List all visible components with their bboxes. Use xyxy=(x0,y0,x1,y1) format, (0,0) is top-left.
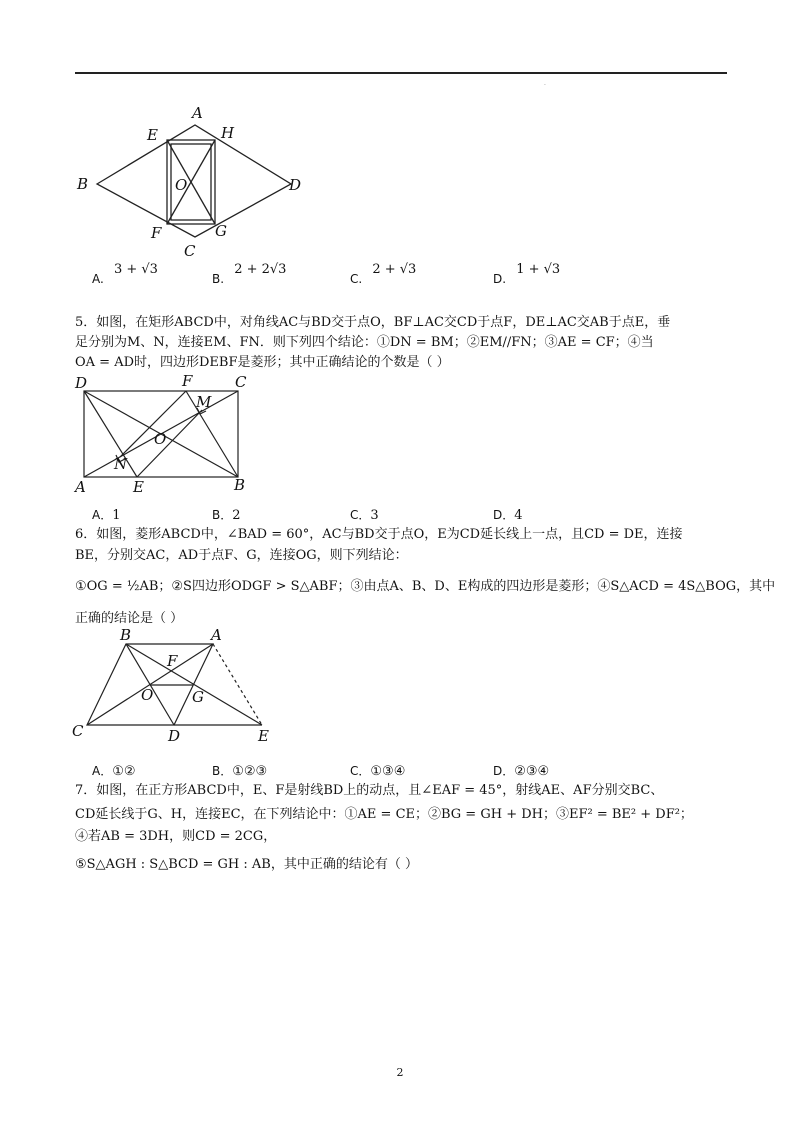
q6-figure-svg xyxy=(70,628,280,746)
q5-label-A: A xyxy=(75,478,86,496)
q6-line-1: 6．如图，菱形ABCD中，∠BAD = 60°，AC与BD交于点O，E为CD延长线上一点，且CD = DE，连接 xyxy=(75,527,683,542)
q5-option-c[interactable] xyxy=(350,506,379,523)
q6-option-a-value: ①② xyxy=(112,764,136,779)
q4-figure-svg xyxy=(75,100,315,260)
q4-label-B: B xyxy=(77,175,89,193)
q5-option-b[interactable] xyxy=(212,506,241,523)
q5-figure xyxy=(72,374,252,498)
q4-option-d[interactable] xyxy=(493,262,561,287)
q4-label-C: C xyxy=(184,242,196,260)
q7-line-2: CD延长线于G、H，连接EC，在下列结论中：①AE = CE；②BG = GH + DH；③EF² = BE² + DF²； xyxy=(75,807,693,822)
q4-label-E: E xyxy=(147,126,158,144)
q6-option-d-value: ②③④ xyxy=(514,764,550,779)
q4-label-D: D xyxy=(289,176,302,194)
q6-option-c[interactable] xyxy=(350,762,405,779)
q5-option-d[interactable] xyxy=(493,506,523,523)
q6-option-b-value: ①②③ xyxy=(232,764,268,779)
page-dot: · xyxy=(544,82,546,89)
q6-figure xyxy=(70,628,280,746)
page-number: 2 xyxy=(396,1066,404,1079)
q5-line-DE xyxy=(84,391,137,477)
q6-label-D: D xyxy=(168,727,181,745)
q5-label-M: M xyxy=(196,393,212,411)
q5-option-b-value: 2 xyxy=(232,508,241,523)
q5-line-BF xyxy=(186,391,238,477)
q5-label-C: C xyxy=(235,373,247,391)
q5-option-a-value: 1 xyxy=(112,508,121,523)
q5-option-b-label: B． xyxy=(212,508,233,522)
q6-option-d[interactable] xyxy=(493,762,549,779)
q4-label-F: F xyxy=(151,224,162,242)
q7-line-4: ⑤S△AGH : S△BCD = GH : AB，其中正确的结论有（ ） xyxy=(75,857,418,872)
q5-line-1: 5．如图，在矩形ABCD中，对角线AC与BD交于点O，BF⊥AC交CD于点F，DE⊥AC交AB于点E，垂 xyxy=(75,315,671,330)
q4-label-G: G xyxy=(215,222,227,240)
q6-option-a-label: A． xyxy=(92,764,113,778)
q6-option-a[interactable] xyxy=(92,762,136,779)
q5-line-2: 足分别为M、N，连接EM、FN．则下列四个结论：①DN = BM；②EM//FN；③AE = CF；④当 xyxy=(75,335,654,350)
q4-option-b-label: B. xyxy=(212,272,225,286)
q4-option-a-label: A. xyxy=(92,272,104,286)
q5-label-N: N xyxy=(114,455,128,473)
q4-label-H: H xyxy=(221,124,235,142)
q4-option-d-label: D. xyxy=(493,272,507,286)
q5-label-B: B xyxy=(234,476,246,494)
q6-option-b-label: B． xyxy=(212,764,233,778)
q6-option-c-label: C． xyxy=(350,764,371,778)
q6-label-A: A xyxy=(211,626,222,644)
q5-option-c-label: C． xyxy=(350,508,371,522)
q5-label-D: D xyxy=(75,374,88,392)
q6-label-F: F xyxy=(167,652,178,670)
q5-line-3: OA = AD时，四边形DEBF是菱形；其中正确结论的个数是（ ） xyxy=(75,355,450,370)
q4-option-a-value: 3 + √3 xyxy=(113,262,158,277)
q5-label-O: O xyxy=(154,430,167,448)
q6-option-b[interactable] xyxy=(212,762,267,779)
q6-label-B: B xyxy=(120,626,132,644)
q5-option-a[interactable] xyxy=(92,506,121,523)
q5-option-d-value: 4 xyxy=(514,508,523,523)
q4-option-b-value: 2 + 2√3 xyxy=(234,262,287,277)
q4-option-b[interactable] xyxy=(212,262,287,287)
q4-option-a[interactable] xyxy=(92,262,158,287)
q6-label-E: E xyxy=(258,727,269,745)
q4-figure xyxy=(75,100,315,260)
header-rule xyxy=(75,72,727,74)
q5-option-a-label: A． xyxy=(92,508,113,522)
q6-option-d-label: D． xyxy=(493,764,515,778)
q6-line-3: ①OG = ½AB；②S四边形ODGF > S△ABF；③由点A、B、D、E构成的四边形是菱形；④S△ACD = 4S△BOG，其中 xyxy=(75,579,776,594)
q7-line-3: ④若AB = 3DH，则CD = 2CG， xyxy=(75,829,277,844)
q4-option-d-value: 1 + √3 xyxy=(516,262,561,277)
q6-label-G: G xyxy=(192,688,204,706)
q6-label-O: O xyxy=(141,686,154,704)
q5-label-F: F xyxy=(182,372,193,390)
q6-line-4: 正确的结论是（ ） xyxy=(75,611,184,626)
q5-figure-svg xyxy=(72,374,252,498)
q6-line-2: BE，分别交AC，AD于点F、G，连接OG，则下列结论： xyxy=(75,548,408,563)
q4-option-c-value: 2 + √3 xyxy=(372,262,417,277)
q5-line-EM xyxy=(137,410,202,477)
q4-option-c-label: C. xyxy=(350,272,363,286)
q5-option-c-value: 3 xyxy=(370,508,379,523)
q5-option-d-label: D． xyxy=(493,508,515,522)
q4-label-A: A xyxy=(192,104,203,122)
q6-dashed-AE xyxy=(213,644,262,725)
q5-line-FN xyxy=(120,391,186,457)
q4-label-O: O xyxy=(175,176,188,194)
q4-option-c[interactable] xyxy=(350,262,417,287)
q7-line-1: 7．如图，在正方形ABCD中，E、F是射线BD上的动点，且∠EAF = 45°，射线AE、AF分别交BC、 xyxy=(75,783,664,798)
q5-label-E: E xyxy=(133,478,144,496)
q6-label-C: C xyxy=(72,722,84,740)
q6-option-c-value: ①③④ xyxy=(370,764,406,779)
